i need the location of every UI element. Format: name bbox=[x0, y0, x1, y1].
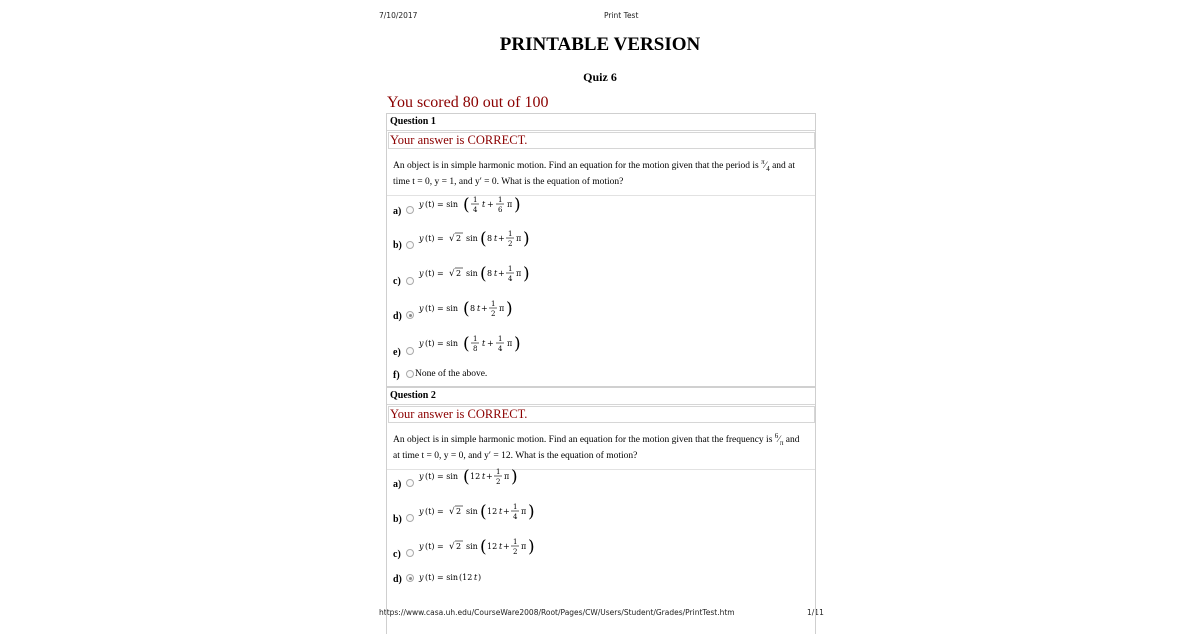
svg-text:2: 2 bbox=[456, 507, 462, 516]
svg-text:t: t bbox=[474, 573, 478, 582]
svg-text:): ) bbox=[523, 264, 530, 284]
frequency-fraction: $^6⁄_\pi$ bbox=[774, 432, 784, 448]
svg-text:y: y bbox=[419, 269, 424, 278]
svg-text:4: 4 bbox=[473, 206, 478, 214]
svg-text:): ) bbox=[506, 299, 513, 319]
svg-text:y: y bbox=[419, 507, 424, 516]
svg-text:(: ( bbox=[480, 537, 487, 557]
svg-text:2: 2 bbox=[456, 234, 462, 243]
svg-text:√: √ bbox=[449, 542, 455, 552]
svg-text:π: π bbox=[521, 507, 527, 516]
option-label: a) bbox=[393, 206, 402, 217]
print-url: https://www.casa.uh.edu/CourseWare2008/Root/Pages/CW/Users/Student/Grades/PrintTest.htm bbox=[379, 608, 735, 617]
svg-text:): ) bbox=[528, 537, 535, 557]
option-b[interactable] bbox=[387, 501, 815, 531]
option-formula bbox=[417, 192, 537, 218]
option-formula bbox=[417, 228, 537, 254]
option-c[interactable] bbox=[387, 263, 815, 293]
svg-text:sin: sin bbox=[466, 507, 478, 516]
option-radio[interactable] bbox=[406, 206, 414, 214]
question-text: An object is in simple harmonic motion. Find an equation for the motion given that the frequency is $^6⁄_\pi$ and at time t = 0, y = 0, and y′ = 12. What is the equation of motion? bbox=[387, 423, 815, 470]
svg-text:t: t bbox=[482, 200, 486, 209]
document-title: PRINTABLE VERSION bbox=[499, 34, 701, 55]
svg-text:π: π bbox=[516, 269, 522, 278]
svg-text:(t) =: (t) = bbox=[425, 269, 444, 278]
svg-text:(: ( bbox=[480, 502, 487, 522]
svg-text:sin: sin bbox=[466, 269, 478, 278]
quiz-name: Quiz 6 bbox=[583, 70, 617, 84]
svg-text:(t) =: (t) = bbox=[425, 234, 444, 243]
svg-text:): ) bbox=[514, 195, 521, 215]
svg-text:π: π bbox=[499, 304, 505, 313]
svg-text:π: π bbox=[516, 234, 522, 243]
score-text: You scored 80 out of 100 bbox=[387, 94, 549, 111]
svg-text:12: 12 bbox=[470, 472, 481, 481]
svg-text:√: √ bbox=[449, 507, 455, 517]
print-page-count: 1/11 bbox=[807, 608, 824, 617]
svg-text:8: 8 bbox=[487, 269, 493, 278]
option-formula bbox=[417, 466, 537, 492]
svg-text:+: + bbox=[486, 472, 493, 481]
svg-text:π: π bbox=[507, 339, 513, 348]
svg-text:√: √ bbox=[449, 234, 455, 244]
svg-text:+: + bbox=[503, 542, 510, 551]
option-e[interactable] bbox=[387, 333, 815, 363]
option-b[interactable] bbox=[387, 228, 815, 258]
svg-text:sin: sin bbox=[466, 542, 478, 551]
svg-text:12: 12 bbox=[487, 507, 498, 516]
svg-text:+: + bbox=[498, 234, 505, 243]
option-label: c) bbox=[393, 549, 401, 560]
svg-text:): ) bbox=[514, 334, 521, 354]
answer-result: Your answer is CORRECT. bbox=[388, 132, 815, 149]
svg-text:(: ( bbox=[463, 467, 470, 487]
svg-text:y: y bbox=[419, 200, 424, 209]
option-radio[interactable] bbox=[406, 370, 414, 378]
svg-text:6: 6 bbox=[498, 206, 503, 214]
option-radio[interactable] bbox=[406, 241, 414, 249]
answer-result: Your answer is CORRECT. bbox=[388, 406, 815, 423]
print-page-title: Print Test bbox=[604, 11, 639, 20]
option-a[interactable] bbox=[387, 192, 815, 222]
svg-text:√: √ bbox=[449, 269, 455, 279]
option-label: a) bbox=[393, 479, 402, 490]
svg-text:8: 8 bbox=[487, 234, 493, 243]
option-radio[interactable] bbox=[406, 514, 414, 522]
svg-text:+: + bbox=[481, 304, 488, 313]
svg-text:): ) bbox=[523, 229, 530, 249]
option-a[interactable] bbox=[387, 466, 815, 496]
svg-text:(: ( bbox=[463, 299, 470, 319]
svg-text:(: ( bbox=[480, 229, 487, 249]
svg-text:4: 4 bbox=[498, 345, 503, 353]
svg-text:y: y bbox=[419, 542, 424, 551]
svg-text:(t) =: (t) = bbox=[425, 542, 444, 551]
svg-text:+: + bbox=[487, 339, 494, 348]
svg-text:1: 1 bbox=[508, 230, 513, 238]
question-heading: Question 1 bbox=[387, 114, 815, 131]
question-text: An object is in simple harmonic motion. Find an equation for the motion given that the period is $^\pi⁄_4$ and at time t = 0, y = 1, and y′ = 0. What is the equation of motion? bbox=[387, 149, 815, 196]
svg-text:y: y bbox=[419, 339, 424, 348]
svg-text:1: 1 bbox=[473, 335, 478, 343]
svg-text:1: 1 bbox=[496, 468, 501, 476]
svg-text:(t) =: (t) = bbox=[425, 507, 444, 516]
svg-text:t: t bbox=[494, 269, 498, 278]
question-2 bbox=[387, 388, 815, 470]
option-d[interactable] bbox=[387, 570, 815, 590]
svg-text:2: 2 bbox=[456, 269, 462, 278]
period-fraction: $^\pi⁄_4$ bbox=[761, 158, 770, 174]
option-text: None of the above. bbox=[415, 369, 488, 379]
svg-text:t: t bbox=[499, 507, 503, 516]
option-radio[interactable] bbox=[406, 549, 414, 557]
svg-text:2: 2 bbox=[496, 478, 501, 486]
svg-text:π: π bbox=[507, 200, 513, 209]
option-radio-selected[interactable] bbox=[406, 311, 414, 319]
svg-text:t: t bbox=[482, 472, 486, 481]
question-1 bbox=[387, 114, 815, 196]
svg-text:(12: (12 bbox=[459, 573, 473, 582]
option-radio[interactable] bbox=[406, 277, 414, 285]
svg-text:1: 1 bbox=[491, 300, 496, 308]
svg-text:2: 2 bbox=[491, 310, 496, 318]
svg-text:): ) bbox=[528, 502, 535, 522]
svg-text:4: 4 bbox=[513, 513, 518, 521]
svg-text:8: 8 bbox=[470, 304, 476, 313]
svg-text:y: y bbox=[419, 304, 424, 313]
svg-text:y: y bbox=[419, 234, 424, 243]
option-label: c) bbox=[393, 276, 401, 287]
svg-text:1: 1 bbox=[508, 265, 513, 273]
option-label: e) bbox=[393, 347, 401, 358]
svg-text:sin: sin bbox=[466, 234, 478, 243]
option-radio[interactable] bbox=[406, 479, 414, 487]
svg-text:(t) = sin: (t) = sin bbox=[425, 200, 459, 209]
svg-text:1: 1 bbox=[513, 503, 518, 511]
svg-text:1: 1 bbox=[473, 196, 478, 204]
option-formula bbox=[417, 570, 537, 590]
option-label: d) bbox=[393, 574, 402, 585]
svg-text:π: π bbox=[504, 472, 510, 481]
svg-text:y: y bbox=[419, 573, 424, 582]
option-formula bbox=[417, 263, 537, 289]
option-radio[interactable] bbox=[406, 347, 414, 355]
option-d[interactable] bbox=[387, 298, 815, 328]
svg-text:12: 12 bbox=[487, 542, 498, 551]
svg-text:2: 2 bbox=[508, 240, 513, 248]
svg-text:+: + bbox=[503, 507, 510, 516]
option-f[interactable] bbox=[387, 366, 815, 386]
svg-text:+: + bbox=[487, 200, 494, 209]
svg-text:): ) bbox=[511, 467, 518, 487]
svg-text:): ) bbox=[478, 573, 482, 582]
svg-text:1: 1 bbox=[498, 335, 503, 343]
svg-text:(: ( bbox=[480, 264, 487, 284]
svg-text:t: t bbox=[477, 304, 481, 313]
option-formula bbox=[417, 298, 537, 324]
option-label: f) bbox=[393, 370, 400, 381]
print-date: 7/10/2017 bbox=[379, 11, 418, 20]
option-formula bbox=[417, 501, 537, 527]
svg-text:t: t bbox=[499, 542, 503, 551]
option-radio-selected[interactable] bbox=[406, 574, 414, 582]
option-label: b) bbox=[393, 514, 402, 525]
svg-text:1: 1 bbox=[498, 196, 503, 204]
svg-text:8: 8 bbox=[473, 345, 478, 353]
question-heading: Question 2 bbox=[387, 388, 815, 405]
svg-text:2: 2 bbox=[513, 548, 518, 556]
svg-text:(: ( bbox=[463, 334, 470, 354]
svg-text:+: + bbox=[498, 269, 505, 278]
svg-text:(t) = sin: (t) = sin bbox=[425, 573, 459, 582]
svg-text:4: 4 bbox=[508, 275, 513, 283]
option-label: d) bbox=[393, 311, 402, 322]
svg-text:π: π bbox=[521, 542, 527, 551]
option-formula bbox=[417, 333, 537, 359]
svg-text:(: ( bbox=[463, 195, 470, 215]
svg-text:(t) = sin: (t) = sin bbox=[425, 472, 459, 481]
svg-text:2: 2 bbox=[456, 542, 462, 551]
option-c[interactable] bbox=[387, 536, 815, 566]
svg-text:(t) = sin: (t) = sin bbox=[425, 304, 459, 313]
option-label: b) bbox=[393, 240, 402, 251]
svg-text:y: y bbox=[419, 472, 424, 481]
svg-text:t: t bbox=[494, 234, 498, 243]
svg-text:t: t bbox=[482, 339, 486, 348]
option-formula bbox=[417, 536, 537, 562]
svg-text:1: 1 bbox=[513, 538, 518, 546]
questions-container bbox=[386, 113, 816, 634]
svg-text:(t) = sin: (t) = sin bbox=[425, 339, 459, 348]
